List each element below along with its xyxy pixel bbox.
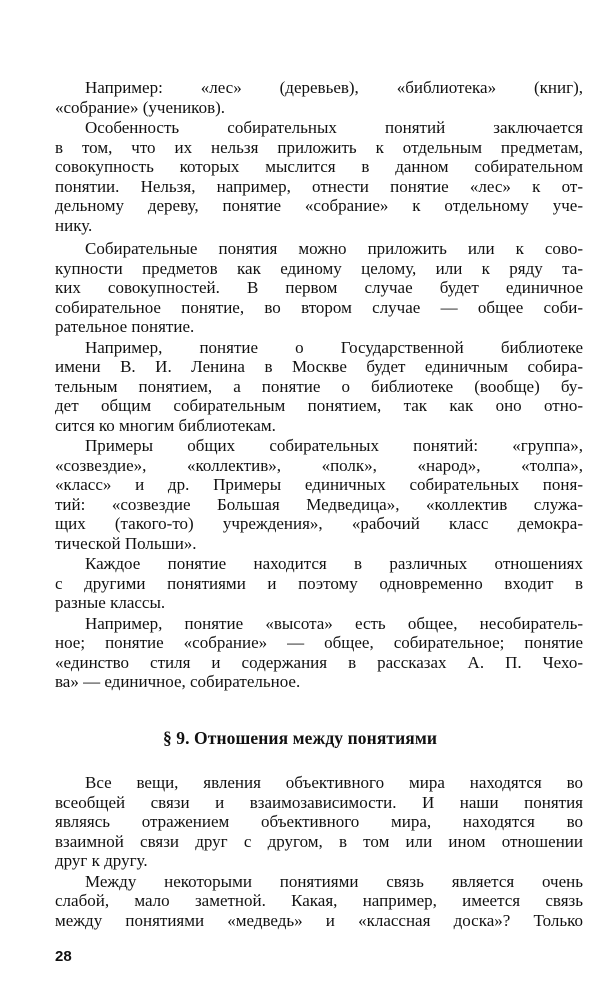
text-line: Например, понятие о Государственной библиотеке xyxy=(85,337,583,357)
text-line: совокупность которых мыслится в данном собирательном xyxy=(55,157,583,176)
text-line: тической Польши». xyxy=(55,533,197,553)
text-line: Особенность собирательных понятий заключается xyxy=(85,118,583,137)
paragraph xyxy=(55,239,583,337)
text-line: понятии. Нельзя, например, отнести понятие «лес» к от- xyxy=(55,176,583,196)
text-line: нику. xyxy=(55,215,93,235)
text-line: всеобщей связи и взаимозависимости. И наши понятия xyxy=(55,792,583,812)
text-line: ное; понятие «собрание» — общее, собирательное; понятие xyxy=(55,633,583,652)
text-line: дельному дереву, понятие «собрание» к отдельному уче- xyxy=(55,196,583,215)
text-line: «собрание» (учеников). xyxy=(55,97,226,117)
text-line: Примеры общих собирательных понятий: «группа», xyxy=(85,436,583,455)
text-line: Между некоторыми понятиями связь является очень xyxy=(85,871,583,891)
paragraph xyxy=(55,338,583,436)
text-line: купности предметов как единому целому, или к ряду та- xyxy=(55,258,583,278)
section-heading: § 9. Отношения между понятиями xyxy=(162,728,438,748)
paragraph xyxy=(55,118,583,235)
text-line: тий: «созвездие Большая Медведица», «коллектив служа- xyxy=(55,494,583,514)
text-line: взаимной связи друг с другом, в том или ином отношении xyxy=(55,831,583,851)
text-line: рательное понятие. xyxy=(55,317,195,336)
text-line: собирательное понятие, во втором случае — общее соби- xyxy=(55,297,583,317)
text-line: разные классы. xyxy=(55,593,166,612)
text-line: в том, что их нельзя приложить к отдельным предметам, xyxy=(55,137,583,157)
text-line: друг к другу. xyxy=(55,851,148,870)
paragraph xyxy=(55,614,583,692)
page-number: 28 xyxy=(55,948,72,965)
text-block-top xyxy=(55,78,583,692)
text-line: ких совокупностей. В первом случае будет единичное xyxy=(55,278,583,297)
paragraph xyxy=(55,436,583,553)
text-line: «класс» и др. Примеры единичных собирательных поня- xyxy=(55,475,583,494)
text-line: дет общим собирательным понятием, так как оно отно- xyxy=(55,396,583,415)
text-line: имени В. И. Ленина в Москве будет единичным собира- xyxy=(55,357,583,376)
text-line: Собирательные понятия можно приложить или к сово- xyxy=(85,239,583,258)
text-line: Например: «лес» (деревьев), «библиотека» (книг), xyxy=(85,78,583,97)
text-block-bottom xyxy=(55,773,583,930)
paragraph xyxy=(55,872,583,931)
text-line: слабой, мало заметной. Какая, например, имеется связь xyxy=(55,891,583,910)
text-line: ва» — единичное, собирательное. xyxy=(55,672,301,691)
text-line: с другими понятиями и поэтому одновременно входит в xyxy=(55,573,583,593)
text-line: тельным понятием, а понятие о библиотеке (вообще) бу- xyxy=(55,376,583,396)
text-line: сится ко многим библиотекам. xyxy=(55,415,276,435)
text-line: между понятиями «медведь» и «классная доска»? Только xyxy=(55,910,583,930)
paragraph xyxy=(55,554,583,613)
text-line: Например, понятие «высота» есть общее, несобиратель- xyxy=(85,613,583,633)
text-line: «единство стиля и содержания в рассказах А. П. Чехо- xyxy=(55,652,583,672)
paragraph xyxy=(55,78,583,117)
paragraph xyxy=(55,773,583,871)
text-line: Каждое понятие находится в различных отношениях xyxy=(85,554,583,573)
text-line: являясь отражением объективного мира, находятся во xyxy=(55,812,583,831)
text-line: щих (такого-то) учреждения», «рабочий класс демокра- xyxy=(55,514,583,533)
text-line: «созвездие», «коллектив», «полк», «народ», «толпа», xyxy=(55,455,583,475)
text-line: Все вещи, явления объективного мира находятся во xyxy=(85,773,583,792)
